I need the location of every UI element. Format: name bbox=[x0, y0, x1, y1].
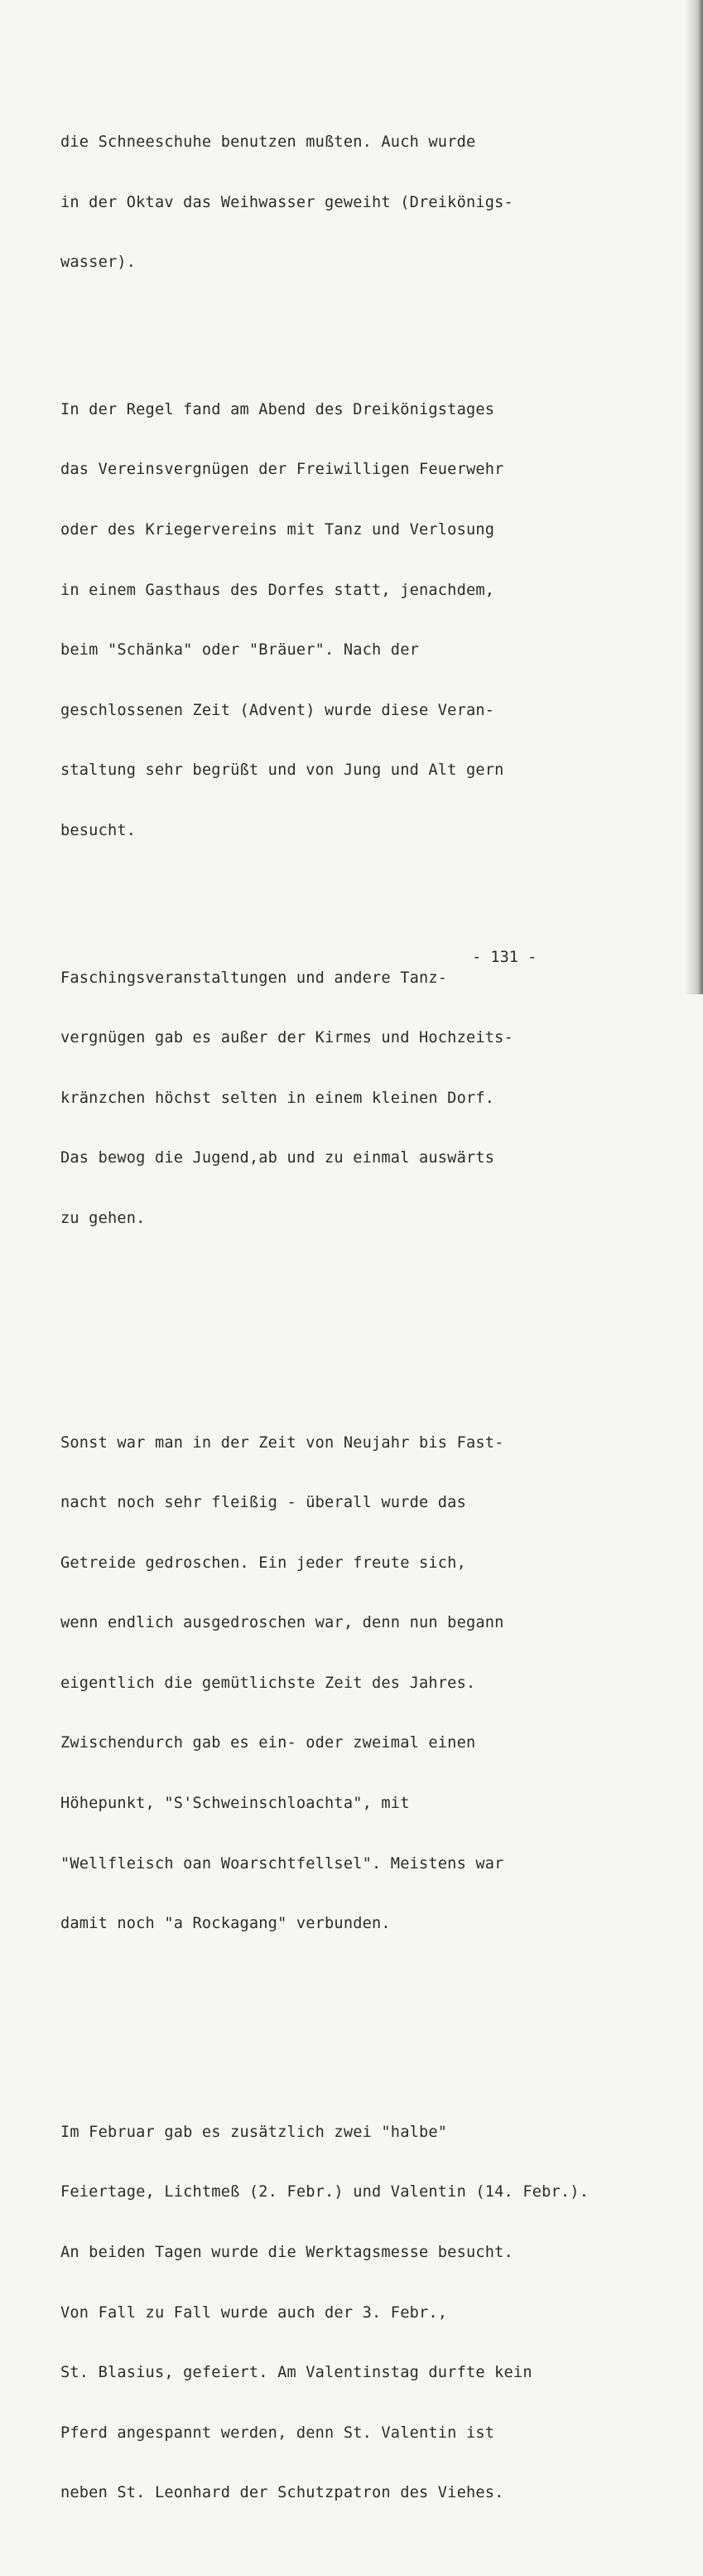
text-line: Zwischendurch gab es ein- oder zweimal einen bbox=[60, 1734, 476, 1752]
text-line: Faschingsveranstaltungen und andere Tanz- bbox=[60, 969, 448, 987]
page-edge-shadow bbox=[685, 0, 703, 994]
text-line: besucht. bbox=[60, 821, 137, 839]
text-line: das Vereinsvergnügen der Freiwilligen Feuerwehr bbox=[60, 461, 504, 479]
text-line: St. Blasius, gefeiert. Am Valentinstag durfte kein bbox=[60, 2364, 532, 2382]
text-line: Höhepunkt, "S'Schweinschloachta", mit bbox=[60, 1795, 410, 1813]
paragraph-spacer bbox=[60, 2024, 657, 2033]
paragraph-februar bbox=[60, 2085, 657, 2541]
text-line: Von Fall zu Fall wurde auch der 3. Febr., bbox=[60, 2303, 448, 2322]
text-line: neben St. Leonhard der Schutzpatron des Viehes. bbox=[60, 2484, 504, 2502]
text-line: zu gehen. bbox=[60, 1209, 146, 1227]
text-line: vergnügen gab es außer der Kirmes und Hochzeits- bbox=[60, 1029, 513, 1047]
document-body bbox=[60, 43, 657, 2576]
paragraph-spacer bbox=[60, 1319, 657, 1344]
paragraph-neujahr bbox=[60, 1396, 657, 1972]
text-line: damit noch "a Rockagang" verbunden. bbox=[60, 1915, 391, 1933]
text-line: Das bewog die Jugend,ab und zu einmal auswärts bbox=[60, 1149, 495, 1167]
text-line: wasser). bbox=[60, 254, 137, 272]
page-number: - 131 - bbox=[472, 949, 537, 966]
text-line: in einem Gasthaus des Dorfes statt, jenachdem, bbox=[60, 581, 495, 599]
text-line: in der Oktav das Weihwasser geweiht (Dreikönigs- bbox=[60, 193, 513, 211]
text-line: kränzchen höchst selten in einem kleinen Dorf. bbox=[60, 1089, 495, 1107]
text-line: Im Februar gab es zusätzlich zwei "halbe" bbox=[60, 2123, 448, 2141]
text-line: nacht noch sehr fleißig - überall wurde das bbox=[60, 1494, 466, 1512]
text-line: "Wellfleisch oan Woarschtfellsel". Meistens war bbox=[60, 1854, 504, 1873]
text-line: oder des Kriegervereins mit Tanz und Verlosung bbox=[60, 520, 495, 539]
paragraph-oktav bbox=[60, 95, 657, 311]
text-line: Sonst war man in der Zeit von Neujahr bis Fast- bbox=[60, 1433, 504, 1452]
text-line: Getreide gedroschen. Ein jeder freute sich, bbox=[60, 1554, 466, 1572]
text-line: die Schneeschuhe benutzen mußten. Auch wurde bbox=[60, 133, 476, 151]
text-line: An beiden Tagen wurde die Werktagsmesse besucht. bbox=[60, 2244, 513, 2262]
text-line: geschlossenen Zeit (Advent) wurde diese Veran- bbox=[60, 701, 495, 719]
text-line: wenn endlich ausgedroschen war, denn nun begann bbox=[60, 1614, 504, 1632]
text-line: In der Regel fand am Abend des Dreikönigstages bbox=[60, 400, 495, 418]
text-line: Pferd angespannt werden, denn St. Valentin ist bbox=[60, 2424, 495, 2442]
paragraph-dreikoenigstag bbox=[60, 363, 657, 879]
text-line: beim "Schänka" oder "Bräuer". Nach der bbox=[60, 641, 419, 660]
paragraph-fasching bbox=[60, 931, 657, 1267]
text-line: Feiertage, Lichtmeß (2. Febr.) und Valentin (14. Febr.). bbox=[60, 2183, 590, 2201]
text-line: staltung sehr begrüßt und von Jung und Alt gern bbox=[60, 761, 504, 780]
text-line: eigentlich die gemütlichste Zeit des Jahres. bbox=[60, 1674, 476, 1692]
